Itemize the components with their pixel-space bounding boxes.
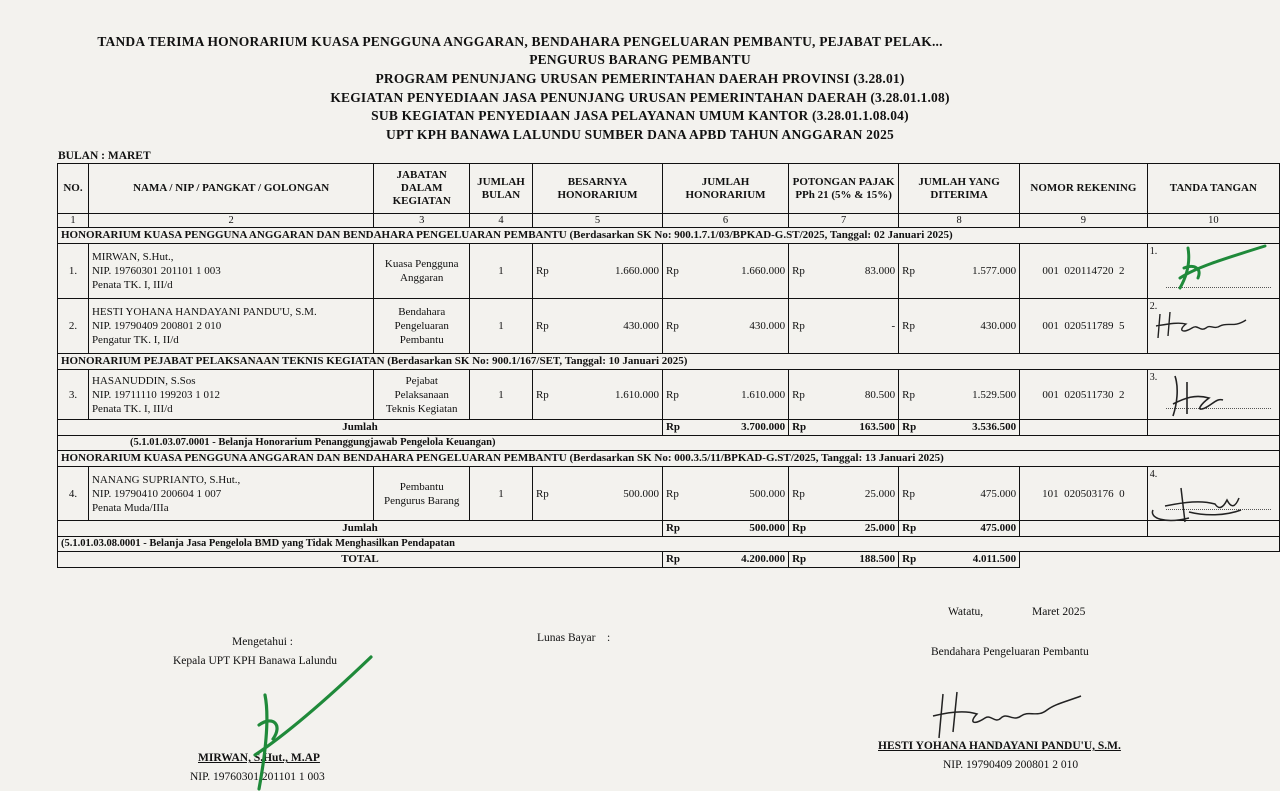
col-besarnya: BESARNYA HONORARIUM [532, 164, 662, 214]
row-nama-cell [88, 370, 373, 420]
index-cell: 7 [789, 214, 899, 228]
index-cell: 6 [662, 214, 788, 228]
rp-label: Rp [789, 244, 819, 299]
table-row [58, 467, 1280, 521]
row-nama: HESTI YOHANA HANDAYANI PANDU'U, S.M. [91, 306, 317, 318]
row-jumlah: 500.000 [693, 467, 789, 521]
row-no: 4. [58, 467, 89, 521]
rp-label: Rp [662, 420, 692, 436]
row-potongan: 83.000 [819, 244, 899, 299]
row-potongan: 25.000 [819, 467, 899, 521]
footer-kepala-title: Kepala UPT KPH Banawa Lalundu [173, 655, 337, 667]
footer-place: Watatu, [948, 606, 984, 618]
col-no: NO. [58, 164, 89, 214]
rp-label: Rp [899, 370, 929, 420]
honorarium-table [57, 163, 1280, 568]
total-label: TOTAL [58, 552, 663, 568]
footer-bendahara-nip: NIP. 19790409 200801 2 010 [943, 759, 1079, 771]
section-row [58, 451, 1280, 467]
rp-label: Rp [899, 244, 929, 299]
doc-title-line1: TANDA TERIMA HONORARIUM KUASA PENGGUNA ANGGARAN, BENDAHARA PENGELUARAN PEMBANTU, PEJABAT PELAK... [97, 34, 943, 49]
row-pangkat: Penata TK. I, III/d [91, 279, 173, 291]
rp-label: Rp [789, 370, 819, 420]
total-jumlah: 4.200.000 [693, 552, 789, 568]
jabatan-line: Pengeluaran [394, 320, 449, 332]
signature-mirwan-row [1150, 238, 1270, 298]
rp-label: Rp [789, 552, 819, 568]
bulan-label: BULAN : MARET [58, 150, 151, 162]
row-jumlah: 1.660.000 [693, 244, 789, 299]
index-cell: 10 [1147, 214, 1279, 228]
row-bulan: 1 [470, 244, 533, 299]
row-no: 3. [58, 370, 89, 420]
row-besarnya: 1.660.000 [563, 244, 663, 299]
jabatan-line: Bendahara [398, 306, 446, 318]
subtotal-jumlah: 3.700.000 [693, 420, 789, 436]
row-potongan: - [819, 299, 899, 354]
doc-kegiatan: KEGIATAN PENYEDIAAN JASA PENUNJANG URUSAN PEMERINTAHAN DAERAH (3.28.01.1.08) [330, 90, 950, 105]
row-pangkat: Penata Muda/IIIa [91, 501, 169, 514]
row-nama-cell [88, 244, 373, 299]
table-row [58, 299, 1280, 354]
subtotal-jumlah: 500.000 [693, 521, 789, 537]
signature-number: 3. [1149, 372, 1158, 383]
signature-number: 1. [1149, 246, 1158, 257]
row-rekening: 001 020511730 2 [1020, 370, 1148, 420]
jabatan-line: Pejabat [405, 374, 438, 387]
index-cell: 3 [374, 214, 470, 228]
signature-hesti-row [1148, 306, 1258, 346]
rp-label: Rp [662, 467, 692, 521]
footer-lunas-bayar: Lunas Bayar : [537, 632, 611, 644]
rp-label: Rp [662, 299, 692, 354]
rp-label: Rp [662, 244, 692, 299]
rp-label: Rp [532, 299, 562, 354]
rp-label: Rp [532, 467, 562, 521]
row-no: 2. [58, 299, 89, 354]
row-nama: NANANG SUPRIANTO, S.Hut., [91, 473, 241, 486]
row-besarnya: 1.610.000 [563, 370, 663, 420]
row-nama: MIRWAN, S.Hut., [91, 251, 174, 263]
jabatan-line: Anggaran [400, 272, 444, 284]
doc-title-line2: PENGURUS BARANG PEMBANTU [529, 52, 751, 67]
rp-label: Rp [899, 552, 929, 568]
empty-cell [1020, 552, 1148, 568]
index-cell: 8 [899, 214, 1020, 228]
empty-cell [1020, 521, 1148, 537]
signature-nanang-row [1145, 482, 1255, 532]
rp-label: Rp [899, 299, 929, 354]
row-diterima: 475.000 [929, 467, 1020, 521]
subtotal-diterima: 3.536.500 [929, 420, 1020, 436]
index-cell: 5 [532, 214, 662, 228]
col-jumlah-bulan: JUMLAH BULAN [470, 164, 533, 214]
rp-label: Rp [789, 521, 819, 537]
jabatan-line: Pembantu [399, 334, 444, 346]
subtotal-diterima: 475.000 [929, 521, 1020, 537]
section-row [58, 228, 1280, 244]
jabatan-line: Teknis Kegiatan [385, 402, 458, 415]
col-potongan: POTONGAN PAJAK PPh 21 (5% & 15%) [789, 164, 899, 214]
row-no: 1. [58, 244, 89, 299]
row-diterima: 1.577.000 [929, 244, 1020, 299]
empty-cell [1020, 420, 1148, 436]
rp-label: Rp [899, 467, 929, 521]
jabatan-line: Kuasa Pengguna [384, 258, 459, 270]
rp-label: Rp [789, 299, 819, 354]
total-row [58, 552, 1280, 568]
rp-label: Rp [789, 467, 819, 521]
row-rekening: 001 020114720 2 [1020, 244, 1148, 299]
footer-kepala-name: MIRWAN, S.Hut., M.AP [198, 752, 320, 764]
row-pangkat: Pengatur TK. I, II/d [91, 334, 179, 346]
row-potongan: 80.500 [819, 370, 899, 420]
jabatan-line: Pembantu [399, 480, 444, 493]
doc-program: PROGRAM PENUNJANG URUSAN PEMERINTAHAN DAERAH PROVINSI (3.28.01) [375, 71, 905, 86]
row-nama: HASANUDDIN, S.Sos [91, 374, 196, 387]
row-nip: NIP. 19760301 201101 1 003 [91, 265, 221, 277]
total-diterima: 4.011.500 [929, 552, 1020, 568]
subtotal-label: Jumlah [58, 521, 663, 537]
rp-label: Rp [662, 552, 692, 568]
index-cell: 2 [88, 214, 373, 228]
row-jabatan [374, 244, 470, 299]
rp-label: Rp [662, 521, 692, 537]
row-bulan: 1 [470, 299, 533, 354]
footer-bendahara-title: Bendahara Pengeluaran Pembantu [931, 646, 1089, 658]
index-row [58, 214, 1280, 228]
index-cell: 9 [1020, 214, 1148, 228]
section-title: HONORARIUM PEJABAT PELAKSANAAN TEKNIS KEGIATAN (Berdasarkan SK No: 900.1/167/SET, Tanggal: 10 Januari 2025) [58, 354, 1280, 370]
table-row [58, 370, 1280, 420]
row-besarnya: 430.000 [563, 299, 663, 354]
row-besarnya: 500.000 [563, 467, 663, 521]
footer-date: Maret 2025 [1032, 606, 1086, 618]
table-row [58, 244, 1280, 299]
section-title: HONORARIUM KUASA PENGGUNA ANGGARAN DAN BENDAHARA PENGELUARAN PEMBANTU (Berdasarkan SK No: 900.1.7.1/03/BPKAD-G.ST/2025, Tanggal: 02 Januari 2025) [58, 228, 1280, 244]
row-bulan: 1 [470, 370, 533, 420]
row-jabatan [374, 467, 470, 521]
col-jumlah-honorarium: JUMLAH HONORARIUM [662, 164, 788, 214]
index-cell: 1 [58, 214, 89, 228]
col-nama: NAMA / NIP / PANGKAT / GOLONGAN [88, 164, 373, 214]
col-diterima: JUMLAH YANG DITERIMA [899, 164, 1020, 214]
row-nama-cell [88, 299, 373, 354]
subtotal-potongan: 163.500 [819, 420, 899, 436]
section-title: HONORARIUM KUASA PENGGUNA ANGGARAN DAN BENDAHARA PENGELUARAN PEMBANTU (Berdasarkan SK No: 000.3.5/11/BPKAD-G.ST/2025, Tanggal: 13 Januari 2025) [58, 451, 1280, 467]
row-jabatan [374, 370, 470, 420]
col-jabatan: JABATAN DALAM KEGIATAN [374, 164, 470, 214]
account-note: (5.1.01.03.07.0001 - Belanja Honorarium Penanggungjawab Pengelola Keuangan) [58, 436, 1280, 451]
footer-bendahara-name: HESTI YOHANA HANDAYANI PANDU'U, S.M. [878, 740, 1121, 752]
col-tanda-tangan: TANDA TANGAN [1147, 164, 1279, 214]
account-note: (5.1.01.03.08.0001 - Belanja Jasa Pengelola BMD yang Tidak Menghasilkan Pendapatan [58, 537, 1280, 552]
row-jumlah: 430.000 [693, 299, 789, 354]
subtotal-potongan: 25.000 [819, 521, 899, 537]
jabatan-line: Pengurus Barang [383, 494, 460, 507]
signature-number: 2. [1149, 301, 1158, 312]
empty-cell [1147, 552, 1279, 568]
signature-bendahara [925, 688, 1085, 748]
row-rekening: 001 020511789 5 [1020, 299, 1148, 354]
signature-number: 4. [1149, 469, 1158, 480]
footer-kepala-nip: NIP. 19760301 201101 1 003 [190, 771, 325, 783]
rp-label: Rp [532, 244, 562, 299]
footer-mengetahui: Mengetahui : [232, 636, 293, 648]
index-cell: 4 [470, 214, 533, 228]
signature-kepala [225, 655, 375, 791]
section-row [58, 354, 1280, 370]
rp-label: Rp [899, 521, 929, 537]
row-nip: NIP. 19790409 200801 2 010 [91, 320, 222, 332]
rp-label: Rp [662, 370, 692, 420]
total-potongan: 188.500 [819, 552, 899, 568]
rp-label: Rp [789, 420, 819, 436]
col-rekening: NOMOR REKENING [1020, 164, 1148, 214]
row-jabatan [374, 299, 470, 354]
row-rekening: 101 020503176 0 [1020, 467, 1148, 521]
rp-label: Rp [899, 420, 929, 436]
row-diterima: 430.000 [929, 299, 1020, 354]
row-diterima: 1.529.500 [929, 370, 1020, 420]
subtotal-row [58, 420, 1280, 436]
subtotal-row [58, 521, 1280, 537]
doc-unit: UPT KPH BANAWA LALUNDU SUMBER DANA APBD TAHUN ANGGARAN 2025 [386, 127, 894, 142]
table-header-row [58, 164, 1280, 214]
note-row [58, 537, 1280, 552]
row-jumlah: 1.610.000 [693, 370, 789, 420]
rp-label: Rp [532, 370, 562, 420]
subtotal-label: Jumlah [58, 420, 663, 436]
jabatan-line: Pelaksanaan [394, 388, 449, 401]
row-bulan: 1 [470, 467, 533, 521]
row-nama-cell [88, 467, 373, 521]
note-row [58, 436, 1280, 451]
row-nip: NIP. 19790410 200604 1 007 [91, 487, 222, 500]
doc-sub-kegiatan: SUB KEGIATAN PENYEDIAAN JASA PELAYANAN UMUM KANTOR (3.28.01.1.08.04) [371, 108, 909, 123]
signature-hasanuddin-row [1165, 368, 1235, 428]
row-pangkat: Penata TK. I, III/d [91, 402, 173, 415]
row-nip: NIP. 19711110 199203 1 012 [91, 388, 220, 401]
